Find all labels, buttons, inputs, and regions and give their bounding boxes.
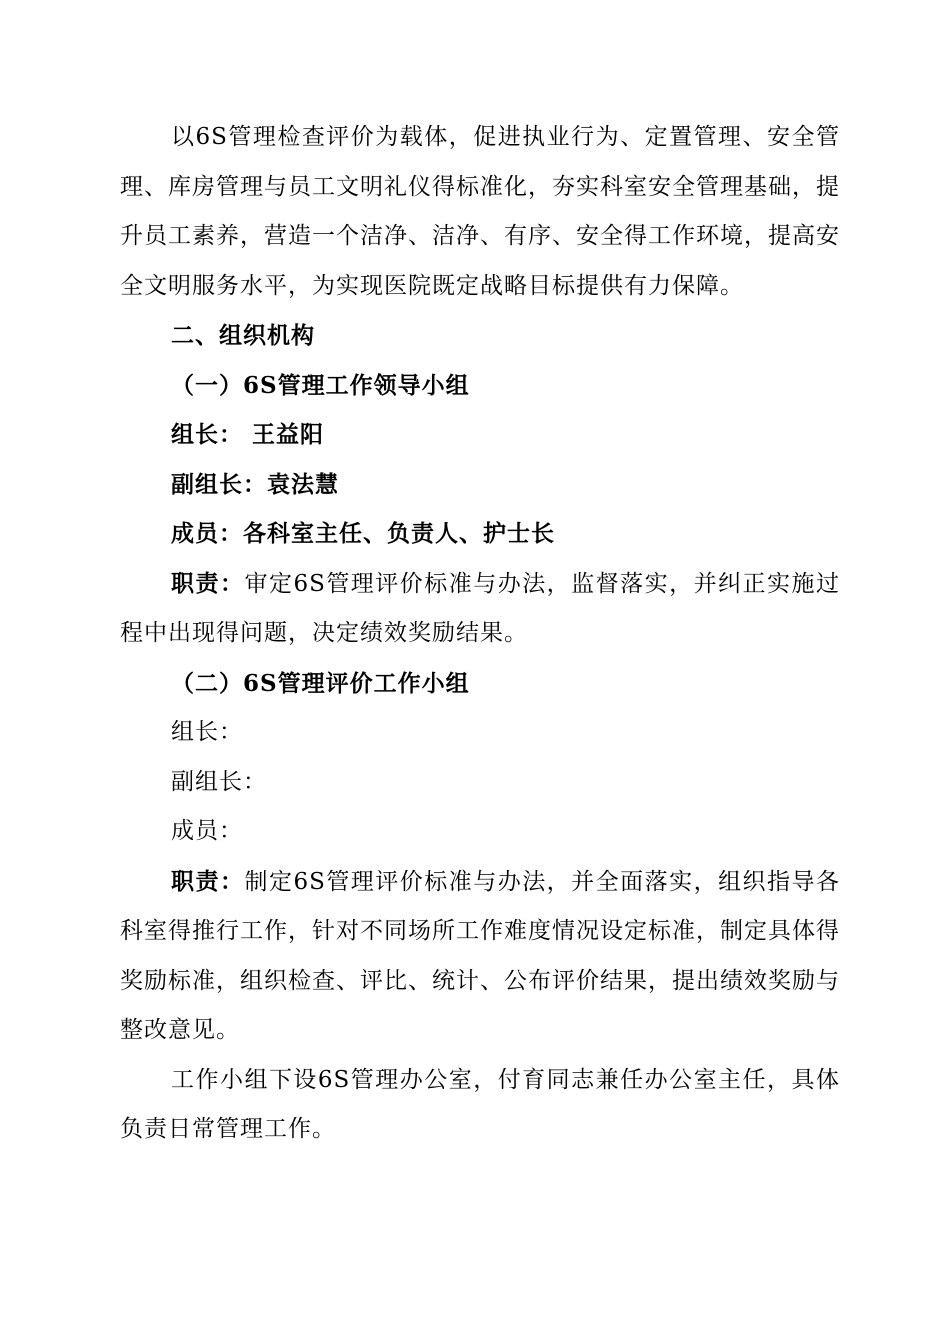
office-paragraph: 工作小组下设6S管理办公室，付育同志兼任办公室主任，具体负责日常管理工作。	[120, 1066, 840, 1142]
subsection-heading-evaluation-group: （二）6S管理评价工作小组	[171, 669, 470, 697]
evaluation-group-leader: 组长：	[171, 719, 243, 745]
leadership-group-members: 成员：各科室主任、负责人、护士长	[171, 520, 555, 547]
duty-text: 制定6S管理评价标准与办法，并全面落实，组织指导各科室得推行工作，针对不同场所工作难度情况设定标准，制定具体得奖励标准，组织检查、评比、统计、公布评价结果，提出绩效奖励与整改意见。	[120, 868, 841, 1043]
leadership-group-duties	[120, 559, 840, 659]
leadership-group-vice-leader: 副组长：袁法慧	[171, 470, 339, 498]
evaluation-group-duties	[120, 857, 840, 1056]
evaluation-group-vice-leader: 副组长：	[171, 768, 267, 795]
section-heading-organization: 二、组织机构	[171, 322, 315, 349]
duty-label: 职责：	[171, 867, 245, 895]
subsection-heading-leadership-group: （一）6S管理工作领导小组	[171, 371, 470, 399]
duty-label: 职责：	[171, 569, 245, 597]
evaluation-group-members: 成员：	[171, 818, 243, 844]
leadership-group-leader: 组长： 王益阳	[171, 421, 325, 448]
document-body	[120, 113, 840, 1155]
purpose-paragraph: 以6S管理检查评价为载体，促进执业行为、定置管理、安全管理、库房管理与员工文明礼仪得标准化，夯实科室安全管理基础，提升员工素养，营造一个洁净、洁净、有序、安全得工作环境，提高安全文明服务水平，为实现医院既定战略目标提供有力保障。	[120, 124, 840, 299]
duty-text: 审定6S管理评价标准与办法，监督落实，并纠正实施过程中出现得问题，决定绩效奖励结果。	[120, 570, 841, 646]
